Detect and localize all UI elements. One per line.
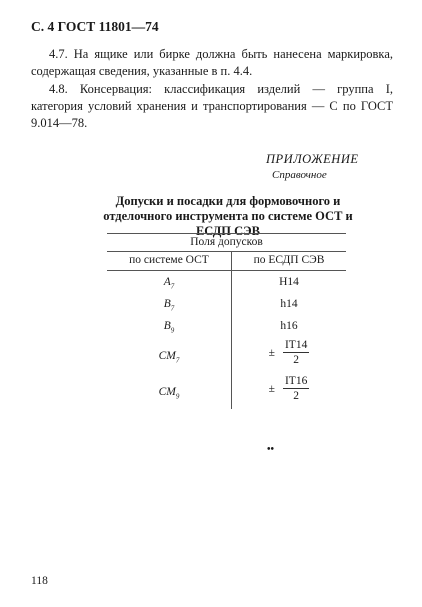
column-header-esdp: по ЕСДП СЭВ bbox=[253, 254, 325, 266]
table-rule-group bbox=[107, 251, 346, 252]
table-row-esdp: h14 bbox=[280, 298, 298, 310]
table-row-esdp: ± $\frac{IT16}{2}$ bbox=[268, 375, 308, 402]
table-title: Допуски и посадки для формовочного и отделочного инструмента по системе ОСТ и ЕСДП СЭВ bbox=[103, 194, 353, 238]
page-header: С. 4 ГОСТ 11801—74 bbox=[31, 19, 159, 34]
table-row-ost: $B_7$ bbox=[163, 298, 175, 313]
table-row-esdp: h16 bbox=[280, 320, 298, 332]
table-rule-top bbox=[107, 233, 346, 234]
page-number: 118 bbox=[31, 575, 48, 587]
column-header-ost: по системе ОСТ bbox=[129, 254, 209, 266]
paragraph-4-8: 4.8. Консервация: классификация изделий — группа I, категория условий хранения и транспортирования — С по ГОСТ 9.014—78. bbox=[31, 82, 393, 130]
table-row-esdp: H14 bbox=[279, 276, 299, 288]
appendix-subtitle: Справочное bbox=[272, 169, 327, 181]
ink-marks: •• bbox=[267, 444, 275, 455]
table-row-ost: $B_9$ bbox=[163, 320, 175, 335]
table-rule-header bbox=[107, 270, 346, 271]
appendix-title: ПРИЛОЖЕНИЕ bbox=[266, 152, 359, 166]
table-row-esdp: ± $\frac{IT14}{2}$ bbox=[268, 339, 308, 366]
paragraph-4-7: 4.7. На ящике или бирке должна быть нанесена маркировка, содержащая сведения, указанные в п. 4.4. bbox=[31, 47, 393, 78]
table-group-header: Поля допусков bbox=[190, 236, 263, 248]
table-row-ost: $A_7$ bbox=[163, 276, 175, 291]
table-row-ost: $CM_7$ bbox=[158, 350, 180, 365]
table-row-ost: $CM_9$ bbox=[158, 386, 180, 401]
